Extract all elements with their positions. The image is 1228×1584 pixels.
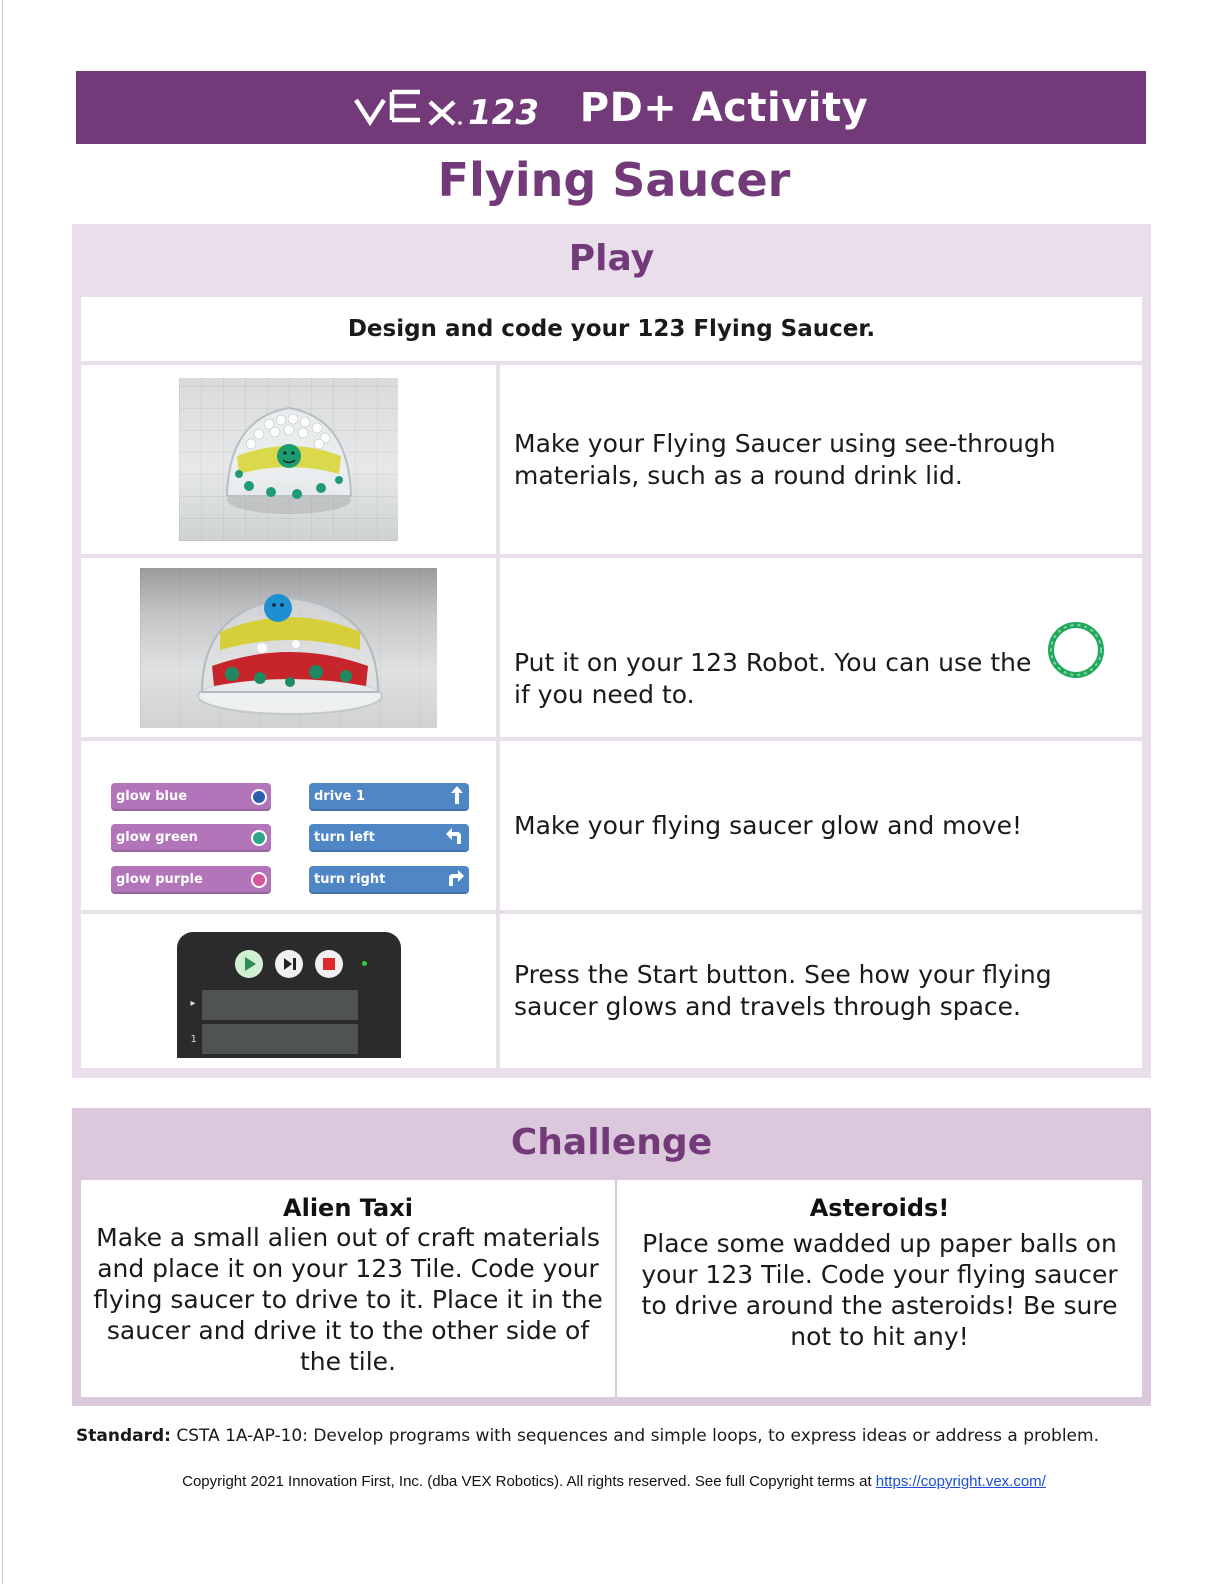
stop-icon (315, 950, 343, 978)
stop-button[interactable] (315, 950, 343, 978)
start-button[interactable] (235, 950, 263, 978)
copyright-text: Copyright 2021 Innovation First, Inc. (dba VEX Robotics). All rights reserved. See full Copyright terms at (182, 1473, 872, 1490)
glow-blue-label: glow blue (116, 789, 188, 804)
arrow-up-icon (449, 785, 465, 809)
start-control-panel (177, 932, 401, 1058)
step-4-text: Press the Start button. See how your flying saucer glows and travels through space. (514, 960, 1052, 1021)
play-intro-text: Design and code your 123 Flying Saucer. (347, 316, 876, 342)
turn-right-label: turn right (314, 872, 386, 887)
turn-right-block (309, 866, 469, 894)
step-3-text-cell (500, 741, 1142, 910)
step-2-text-before: Put it on your 123 Robot. You can use the (514, 647, 1032, 677)
asteroids-body: Place some wadded up paper balls on your 123 Tile. Code your flying saucer to drive around the asteroids! Be sure not to hit any! (641, 1229, 1118, 1351)
turn-left-icon (445, 827, 465, 849)
step-1-text: Make your Flying Saucer using see-through materials, such as a round drink lid. (514, 428, 1056, 490)
turn-left-label: turn left (314, 830, 375, 845)
blue-color-dot-icon (251, 789, 267, 805)
drive-block (309, 783, 469, 811)
step-1-text-cell (500, 365, 1142, 554)
copyright-line (0, 1473, 1228, 1490)
step-2-text (500, 585, 1142, 711)
alien-taxi-body: Make a small alien out of craft materials and place it on your 123 Tile. Code your flying saucer to drive to it. Place it in the saucer and drive it to the other side of the tile. (93, 1223, 603, 1376)
code-blocks (91, 756, 486, 896)
challenge-heading: Challenge (510, 1122, 713, 1163)
play-icon (235, 950, 263, 978)
purple-color-dot-icon (251, 872, 267, 888)
play-section (72, 224, 1151, 1078)
vex-123-logo (354, 88, 566, 128)
page-title: Flying Saucer (437, 153, 791, 207)
header-banner (76, 71, 1146, 144)
glow-green-block (111, 824, 271, 852)
saucer-on-robot-photo (140, 568, 437, 728)
step-2-image-cell (81, 558, 496, 737)
glow-green-label: glow green (116, 830, 198, 845)
play-heading: Play (568, 238, 655, 279)
alien-taxi-title: Alien Taxi (283, 1194, 413, 1222)
svg-text:123: 123 (467, 92, 539, 128)
step-4-image-cell (81, 914, 496, 1068)
standard-text: CSTA 1A-AP-10: Develop programs with sequences and simple loops, to express ideas or address a problem. (176, 1426, 1099, 1446)
lcd-row-1 (202, 990, 358, 1020)
copyright-link[interactable]: https://copyright.vex.com/ (875, 1473, 1046, 1490)
step-2-text-cell (500, 558, 1142, 737)
drive-label: drive 1 (314, 789, 366, 804)
step-3-image-cell (81, 741, 496, 910)
play-intro-cell (81, 297, 1142, 361)
green-color-dot-icon (251, 830, 267, 846)
alien-taxi-cell (81, 1180, 615, 1397)
status-led-icon (362, 961, 367, 966)
challenge-section (72, 1108, 1151, 1406)
lcd-row-2 (202, 1024, 358, 1054)
standard-label: Standard: (76, 1426, 171, 1446)
step-button[interactable] (275, 950, 303, 978)
lcd-row-2-marker: 1 (190, 1034, 197, 1045)
turn-right-icon (445, 869, 465, 891)
standard-line (76, 1426, 1176, 1446)
step-3-text: Make your flying saucer glow and move! (514, 810, 1022, 840)
turn-left-block (309, 824, 469, 852)
glow-blue-block (111, 783, 271, 811)
step-forward-icon (275, 950, 303, 978)
asteroids-title: Asteroids! (809, 1194, 950, 1222)
lcd-row-1-marker: ▸ (190, 998, 196, 1009)
glow-purple-label: glow purple (116, 872, 203, 887)
header-subtitle: PD+ Activity (579, 84, 869, 131)
glow-purple-block (111, 866, 271, 894)
page-edge (2, 0, 3, 1584)
step-2-text-after: if you need to. (514, 679, 695, 709)
step-4-text-cell (500, 914, 1142, 1068)
asteroids-cell (617, 1180, 1142, 1397)
step-1-image-cell (81, 365, 496, 554)
green-ring-icon (1047, 621, 1105, 679)
saucer-lid-photo (179, 378, 398, 541)
